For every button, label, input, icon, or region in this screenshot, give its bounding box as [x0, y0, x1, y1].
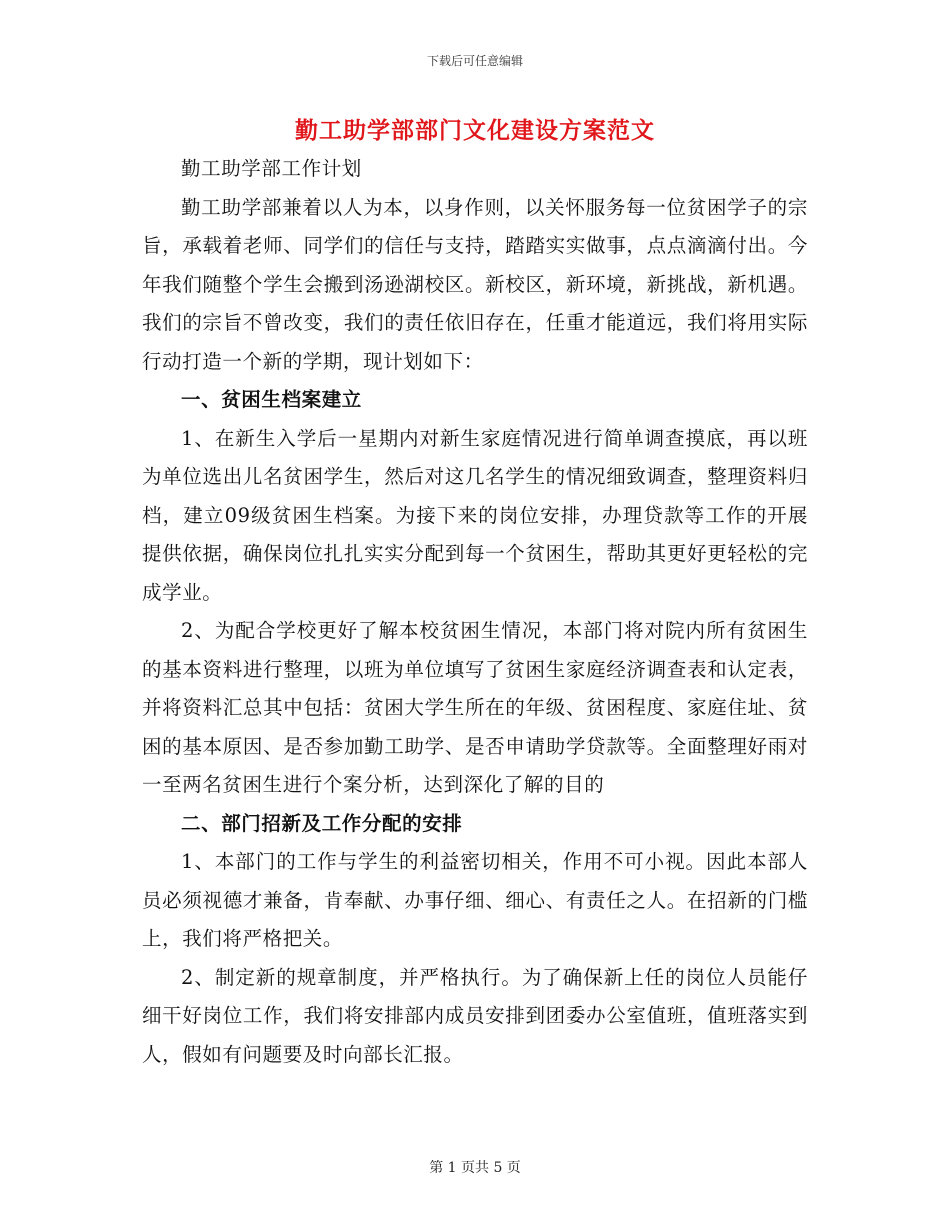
recruitment-item-1: 1、本部门的工作与学生的利益密切相关，作用不可小视。因此本部人员必须视德才兼备，肯奉献、办事仔细、细心、有责任之人。在招新的门槛上，我们将严格把关。 — [142, 850, 808, 950]
section-heading-recruitment: 二、部门招新及工作分配的安排 — [181, 811, 463, 835]
archive-item-2: 2、为配合学校更好了解本校贫困生情况，本部门将对院内所有贫困生的基本资料进行整理，以班为单位填写了贫困生家庭经济调查表和认定表，并将资料汇总其中包括：贫困大学生所在的年级、贫困程度、家庭住址、贫困的基本原因、是否参加勤工助学、是否申请助学贷款等。全面整理好雨对一至两名贫困生进行个案分析，达到深化了解的目的 — [142, 619, 808, 796]
section-heading-archive: 一、贫困生档案建立 — [181, 388, 362, 411]
recruitment-item-2: 2、制定新的规章制度，并严格执行。为了确保新上任的岗位人员能仔细干好岗位工作，我们将安排部内成员安排到团委办公室值班，值班落实到人，假如有问题要及时向部长汇报。 — [142, 965, 808, 1066]
document-title: 勤工助学部部门文化建设方案范文 — [295, 117, 655, 144]
plan-subtitle: 勤工助学部工作计划 — [181, 157, 362, 180]
intro-paragraph: 勤工助学部兼着以人为本，以身作则，以关怀服务每一位贫困学子的宗旨，承载着老师、同学们的信任与支持，踏踏实实做事，点点滴滴付出。今年我们随整个学生会搬到汤逊湖校区。新校区，新环境，新挑战，新机遇。我们的宗旨不曾改变，我们的责任依旧存在，任重才能道远，我们将用实际行动打造一个新的学期，现计划如下： — [142, 195, 808, 373]
header-note: 下载后可任意编辑 — [426, 54, 523, 68]
document-body — [142, 150, 808, 1074]
archive-item-1: 1、在新生入学后一星期内对新生家庭情况进行简单调查摸底，再以班为单位选出儿名贫困学生，然后对这几名学生的情况细致调查，整理资料归档，建立09级贫困生档案。为接下来的岗位安排，办理贷款等工作的开展提供依据，确保岗位扎扎实实分配到每一个贫困生，帮助其更好更轻松的完成学业。 — [142, 426, 808, 604]
page-number: 第 1 页共 5 页 — [429, 1160, 521, 1176]
